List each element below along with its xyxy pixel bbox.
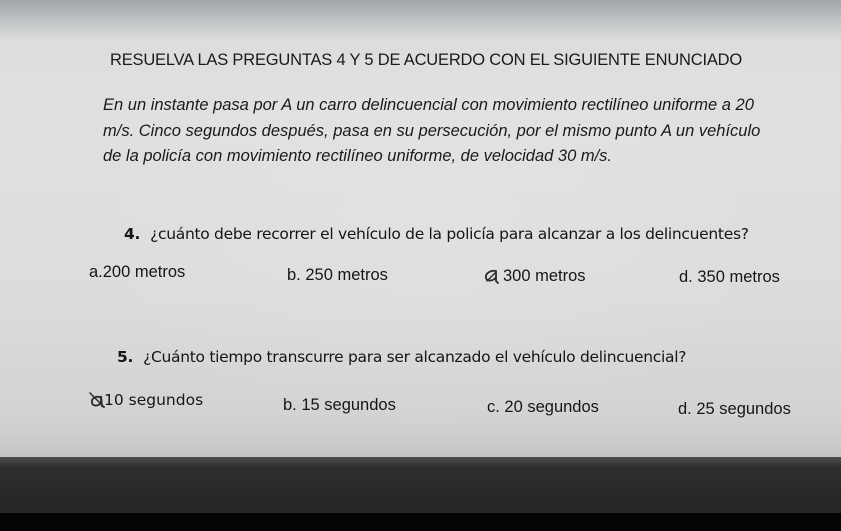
dark-floor [0,513,841,531]
q5-option-a: 10 segundos [104,391,204,409]
q5-option-b: b. 15 segundos [283,396,396,414]
question-4 [124,225,749,243]
problem-line-1: En un instante pasa por A un carro delincuencial con movimiento rectilíneo uniforme a 20 [103,96,754,114]
problem-line-3: de la policía con movimiento rectilíneo uniforme, de velocidad 30 m/s. [103,147,613,165]
q4-option-c-pen-mark-icon [483,268,499,284]
paper-top-shadow [0,0,841,40]
q5-option-d: d. 25 segundos [678,400,791,418]
q4-option-c: 300 metros [503,267,586,285]
question-5-text: ¿Cuánto tiempo transcurre para ser alcanzado el vehículo delincuencial? [143,348,687,366]
q4-option-a: a.200 metros [89,263,186,281]
question-5 [117,348,686,366]
table-surface [0,457,841,513]
question-4-text: ¿cuánto debe recorrer el vehículo de la policía para alcanzar a los delincuentes? [150,225,749,243]
question-5-number: 5. [117,348,134,366]
problem-statement [103,93,823,170]
instructions-heading: RESUELVA LAS PREGUNTAS 4 Y 5 DE ACUERDO CON EL SIGUIENTE ENUNCIADO [110,51,743,69]
question-4-number: 4. [124,225,141,243]
q4-option-b: b. 250 metros [287,266,388,284]
q5-option-c: c. 20 segundos [487,398,599,416]
q5-option-a-pen-mark-icon [89,392,105,408]
q4-option-d: d. 350 metros [679,268,780,286]
problem-line-2: m/s. Cinco segundos después, pasa en su persecución, por el mismo punto A un vehículo [103,121,761,140]
